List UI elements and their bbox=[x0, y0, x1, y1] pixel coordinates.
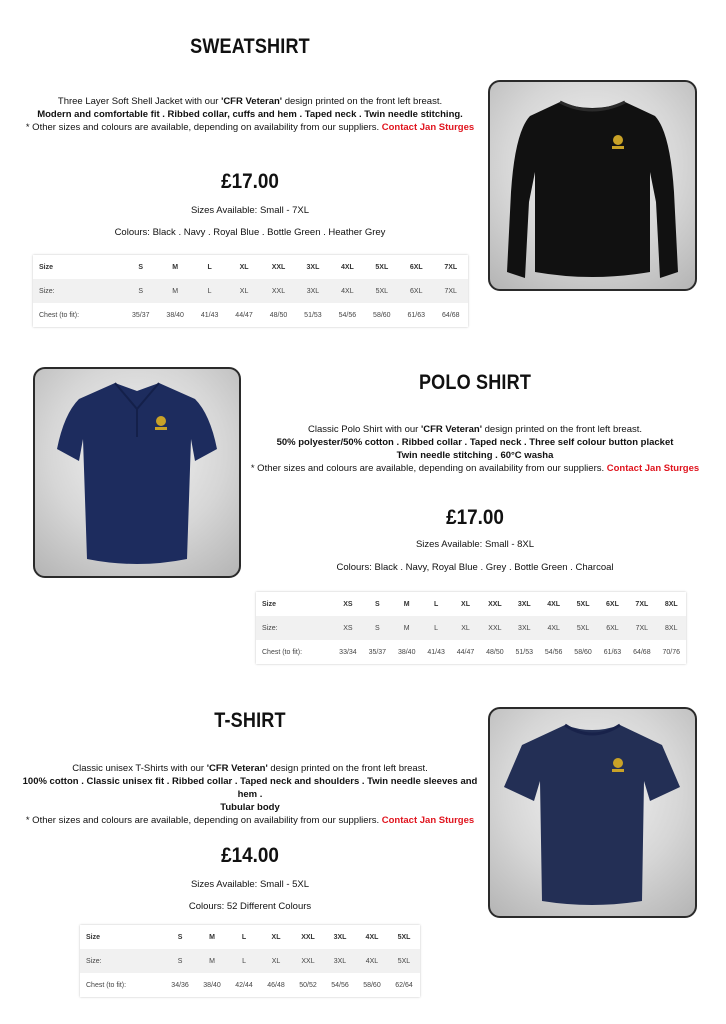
size-table-cell: XL bbox=[271, 933, 281, 941]
size-table-cell: 64/68 bbox=[441, 311, 460, 319]
size-table-cell: 42/44 bbox=[235, 981, 253, 989]
size-table-cell: 4XL bbox=[365, 933, 379, 941]
size-table-cell: 61/63 bbox=[407, 311, 426, 319]
sweatshirt-description: Three Layer Soft Shell Jacket with our 'CFR Veteran' design printed on the front left breast. Modern and comfortable fit . Ribbed collar, cuffs and hem . Taped neck . Twin needle stitching. * Other sizes and colours are available, depending on availability from our suppliers. Contact Jan Sturges bbox=[25, 96, 475, 133]
size-table-row-label: Size bbox=[262, 600, 277, 608]
size-table-cell: S bbox=[363, 616, 392, 640]
size-table-cell: L bbox=[192, 279, 226, 303]
size-table-cell: 58/60 bbox=[574, 648, 592, 656]
size-table-cell: 5XL bbox=[375, 263, 389, 271]
size-table-cell: XS bbox=[333, 616, 362, 640]
size-table-size-row bbox=[80, 949, 420, 973]
tshirt-size-table bbox=[80, 925, 420, 997]
polo-description: Classic Polo Shirt with our 'CFR Veteran' design printed on the front left breast. 50% polyester/50% cotton . Ribbed collar . Taped neck . Three self colour button placket Twin needle stitching . 60°C washa * Other sizes and colours are available, depending on availability from our suppliers. Contact Jan Sturges bbox=[250, 424, 700, 474]
size-table-cell: 54/56 bbox=[331, 981, 349, 989]
polo-size-table bbox=[256, 592, 686, 664]
size-table-chest-row bbox=[256, 640, 686, 664]
sweatshirt-title: SWEATSHIRT bbox=[190, 35, 310, 58]
tshirt-sizes-available: Sizes Available: Small - 5XL bbox=[190, 879, 310, 890]
tshirt-colours: Colours: 52 Different Colours bbox=[188, 901, 312, 912]
size-table-cell: 7XL bbox=[433, 279, 468, 303]
size-table-cell: 6XL bbox=[598, 616, 627, 640]
size-table-cell: L bbox=[421, 616, 450, 640]
contact-link[interactable]: Contact Jan Sturges bbox=[606, 463, 700, 474]
size-table-header-row bbox=[33, 255, 468, 279]
size-table-cell: 58/60 bbox=[363, 981, 381, 989]
size-table-cell: 44/47 bbox=[456, 648, 475, 656]
size-table-cell: 70/76 bbox=[662, 648, 681, 656]
size-table-cell: 3XL bbox=[296, 279, 330, 303]
size-table-cell: L bbox=[228, 949, 260, 973]
cfr-logo-icon bbox=[156, 416, 166, 426]
size-table-row-label: Chest (to fit): bbox=[39, 311, 80, 319]
size-table-cell: 38/40 bbox=[166, 311, 184, 319]
polo-image bbox=[35, 369, 239, 576]
size-table-row-label: Size: bbox=[80, 949, 164, 973]
tshirt-photo bbox=[488, 707, 697, 918]
sweatshirt-colours: Colours: Black . Navy . Royal Blue . Bottle Green . Heather Grey bbox=[114, 227, 386, 238]
size-table-cell: 35/37 bbox=[131, 311, 150, 319]
size-table-row-label: Chest (to fit): bbox=[262, 648, 303, 656]
size-table-cell: S bbox=[177, 933, 183, 941]
size-table-cell: XL bbox=[451, 616, 480, 640]
size-table-cell: 7XL bbox=[444, 263, 458, 271]
size-table-cell: 6XL bbox=[399, 279, 433, 303]
size-table-header-row bbox=[256, 592, 686, 616]
contact-link[interactable]: Contact Jan Sturges bbox=[381, 122, 475, 133]
cfr-logo-icon bbox=[613, 758, 623, 768]
sweatshirt-photo bbox=[488, 80, 697, 291]
size-table-cell: 4XL bbox=[330, 279, 364, 303]
size-table-cell: 4XL bbox=[539, 616, 568, 640]
size-table-cell: 33/34 bbox=[339, 648, 357, 656]
size-table-cell: S bbox=[164, 949, 196, 973]
cfr-logo-icon bbox=[613, 135, 623, 145]
size-table-cell: S bbox=[138, 263, 144, 271]
size-table-cell: 5XL bbox=[576, 600, 590, 608]
size-table-cell: 4XL bbox=[340, 263, 354, 271]
sweatshirt-size-table bbox=[33, 255, 468, 327]
size-table-cell: 4XL bbox=[547, 600, 561, 608]
size-table-cell: M bbox=[172, 263, 179, 271]
size-table-cell: 35/37 bbox=[368, 648, 387, 656]
size-table-cell: 7XL bbox=[635, 600, 649, 608]
size-table-cell: XXL bbox=[480, 616, 509, 640]
size-table-cell: 51/53 bbox=[304, 311, 322, 319]
size-table-cell: 4XL bbox=[356, 949, 388, 973]
size-table-cell: 3XL bbox=[306, 263, 320, 271]
size-table-cell: 6XL bbox=[606, 600, 619, 608]
size-table-cell: 61/63 bbox=[603, 648, 622, 656]
tshirt-image bbox=[490, 709, 695, 916]
size-table-cell: L bbox=[207, 263, 212, 271]
size-table-cell: 7XL bbox=[627, 616, 656, 640]
size-table-cell: 5XL bbox=[568, 616, 597, 640]
tshirt-description: Classic unisex T-Shirts with our 'CFR Veteran' design printed on the front left breast. 100% cotton . Classic unisex fit . Ribbed collar . Taped neck and shoulders . Twin needle sleeves and hem . Tubular body * Other sizes and colours are available, depending on availability from our suppliers. Contact Jan Sturges bbox=[22, 763, 478, 826]
size-table-cell: XS bbox=[343, 600, 353, 608]
size-table-cell: 3XL bbox=[510, 616, 539, 640]
contact-link[interactable]: Contact Jan Sturges bbox=[381, 815, 475, 826]
size-table-row-label: Chest (to fit): bbox=[86, 981, 127, 989]
polo-photo bbox=[33, 367, 241, 578]
size-table-cell: 6XL bbox=[409, 263, 423, 271]
sweatshirt-price: £17.00 bbox=[221, 170, 279, 193]
polo-sizes-available: Sizes Available: Small - 8XL bbox=[415, 539, 535, 550]
size-table-row-label: Size: bbox=[256, 616, 333, 640]
size-table-cell: 8XL bbox=[657, 616, 686, 640]
size-table-cell: 54/56 bbox=[338, 311, 357, 319]
size-table-cell: 62/64 bbox=[395, 981, 413, 989]
size-table-cell: XL bbox=[239, 263, 249, 271]
size-table-chest-row bbox=[80, 973, 420, 997]
size-table-cell: M bbox=[403, 600, 410, 608]
size-table-row-label: Size: bbox=[33, 279, 124, 303]
size-table-cell: 41/43 bbox=[200, 311, 219, 319]
size-table-cell: 38/40 bbox=[203, 981, 221, 989]
polo-colours: Colours: Black . Navy, Royal Blue . Grey . Bottle Green . Charcoal bbox=[336, 562, 614, 573]
size-table-cell: XXL bbox=[271, 263, 286, 271]
size-table-cell: 44/47 bbox=[235, 311, 253, 319]
polo-price: £17.00 bbox=[446, 506, 504, 529]
size-table-cell: XL bbox=[461, 600, 470, 608]
size-table-row-label: Size bbox=[39, 263, 54, 271]
size-table-cell: XL bbox=[227, 279, 261, 303]
size-table-cell: 46/48 bbox=[267, 981, 285, 989]
size-table-cell: L bbox=[241, 933, 247, 941]
size-table-cell: S bbox=[124, 279, 158, 303]
size-table-cell: 5XL bbox=[388, 949, 420, 973]
size-table-cell: 34/36 bbox=[171, 981, 189, 989]
size-table-header-row bbox=[80, 925, 420, 949]
size-table-size-row bbox=[33, 279, 468, 303]
size-table-cell: XXL bbox=[301, 933, 315, 941]
sweatshirt-image bbox=[490, 82, 695, 289]
size-table-cell: 3XL bbox=[333, 933, 347, 941]
size-table-cell: S bbox=[375, 600, 380, 608]
size-table-cell: 64/68 bbox=[633, 648, 651, 656]
size-table-cell: M bbox=[392, 616, 421, 640]
size-table-cell: 5XL bbox=[365, 279, 399, 303]
tshirt-price: £14.00 bbox=[221, 844, 279, 867]
size-table-cell: M bbox=[209, 933, 215, 941]
size-table-cell: 3XL bbox=[324, 949, 356, 973]
size-table-size-row bbox=[256, 616, 686, 640]
size-table-row-label: Size bbox=[86, 933, 101, 941]
size-table-cell: XXL bbox=[261, 279, 295, 303]
size-table-cell: 50/52 bbox=[299, 981, 317, 989]
size-table-cell: 51/53 bbox=[515, 648, 534, 656]
size-table-cell: XL bbox=[260, 949, 292, 973]
size-table-cell: 3XL bbox=[517, 600, 531, 608]
tshirt-title: T-SHIRT bbox=[214, 709, 286, 732]
size-table-cell: 58/60 bbox=[373, 311, 391, 319]
size-table-cell: L bbox=[433, 600, 439, 608]
size-table-cell: 41/43 bbox=[427, 648, 445, 656]
size-table-cell: 8XL bbox=[664, 600, 678, 608]
sweatshirt-sizes-available: Sizes Available: Small - 7XL bbox=[190, 205, 310, 216]
size-table-cell: M bbox=[196, 949, 228, 973]
size-table-cell: 48/50 bbox=[269, 311, 288, 319]
size-table-cell: XXL bbox=[292, 949, 324, 973]
size-table-cell: M bbox=[158, 279, 192, 303]
size-table-cell: 38/40 bbox=[397, 648, 416, 656]
size-table-cell: 48/50 bbox=[486, 648, 504, 656]
size-table-cell: 5XL bbox=[397, 933, 411, 941]
size-table-cell: 54/56 bbox=[544, 648, 563, 656]
polo-title: POLO SHIRT bbox=[418, 371, 532, 394]
size-table-cell: XXL bbox=[488, 600, 502, 608]
size-table-chest-row bbox=[33, 303, 468, 327]
